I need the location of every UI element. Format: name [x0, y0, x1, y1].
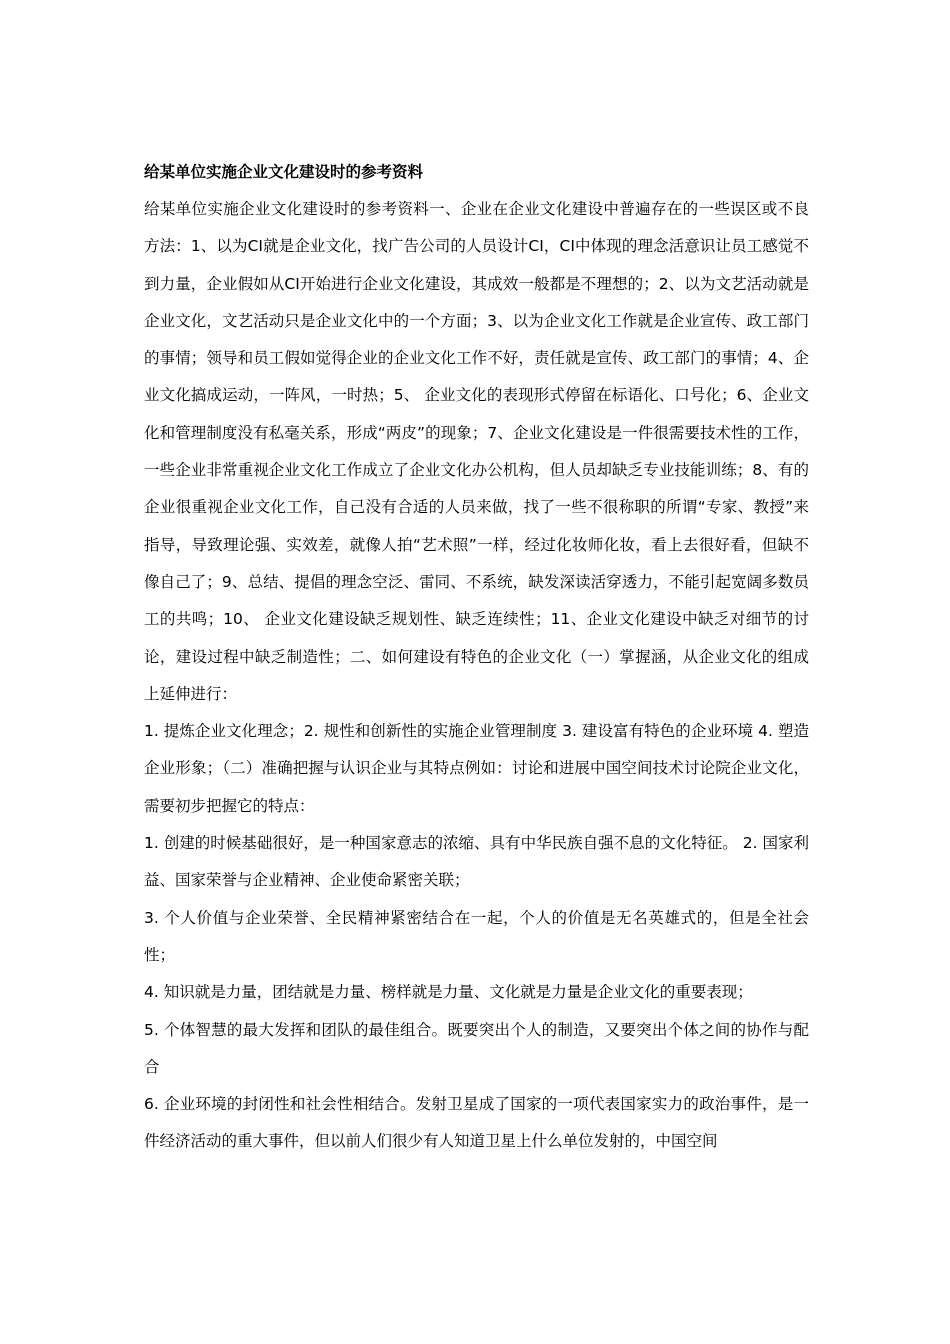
paragraph-feature-4: 4. 知识就是力量，团结就是力量、榜样就是力量、文化就是力量是企业文化的重要表现；: [144, 983, 753, 1002]
document-title: 给某单位实施企业文化建设时的参考资料: [144, 163, 424, 181]
paragraph-feature-5: 5. 个体智慧的最大发挥和团队的最佳组合。既要突出个人的制造，又要突出个体之间的协作与配合: [144, 1020, 809, 1076]
document-page: [144, 158, 809, 1161]
paragraph-feature-6: 6. 企业环境的封闭性和社会性相结合。发射卫星成了国家的一项代表国家实力的政治事件，是一件经济活动的重大事件，但以前人们很少有人知道卫星上什么单位发射的，中国空间: [144, 1095, 809, 1151]
paragraph-methods: 1. 提炼企业文化理念；2. 规性和创新性的实施企业管理制度 3. 建设富有特色的企业环境 4. 塑造企业形象；（二）准确把握与认识企业与其特点例如：讨论和进展中国空间技术讨论院企业文化，需要初步把握它的特点：: [144, 722, 809, 815]
paragraph-feature-3: 3. 个人价值与企业荣誉、全民精神紧密结合在一起，个人的价值是无名英雄式的，但是全社会性；: [144, 908, 809, 964]
paragraph-intro: 给某单位实施企业文化建设时的参考资料一、企业在企业文化建设中普遍存在的一些误区或不良方法：1、以为CI就是企业文化，找广告公司的人员设计CI，CI中体现的理念活意识让员工感觉不到力量，企业假如从CI开始进行企业文化建设，其成效一般都是不理想的；2、以为文艺活动就是企业文化，文艺活动只是企业文化中的一个方面；3、以为企业文化工作就是企业宣传、政工部门的事情；领导和员工假如觉得企业的企业文化工作不好，责任就是宣传、政工部门的事情；4、企业文化搞成运动，一阵风，一时热；5、 企业文化的表现形式停留在标语化、口号化；6、企业文化和管理制度没有私毫关系，形成“两皮”的现象；7、企业文化建设是一件很需要技术性的工作，一些企业非常重视企业文化工作成立了企业文化办公机构，但人员却缺乏专业技能训练；8、有的企业很重视企业文化工作，自己没有合适的人员来做，找了一些不很称职的所谓“专家、教授”来指导，导致理论强、实效差，就像人拍“艺术照”一样，经过化妆师化妆，看上去很好看，但缺不像自己了；9、总结、提倡的理念空泛、雷同、不系统，缺发深读活穿透力，不能引起宽阔多数员工的共鸣；10、 企业文化建设缺乏规划性、缺乏连续性；11、企业文化建设中缺乏对细节的讨论，建设过程中缺乏制造性；二、如何建设有特色的企业文化（一）掌握涵，从企业文化的组成上延伸进行：: [144, 200, 809, 703]
paragraph-feature-1: 1. 创建的时候基础很好，是一种国家意志的浓缩、具有中华民族自强不息的文化特征。 2. 国家利益、国家荣誉与企业精神、企业使命紧密关联；: [144, 834, 809, 890]
